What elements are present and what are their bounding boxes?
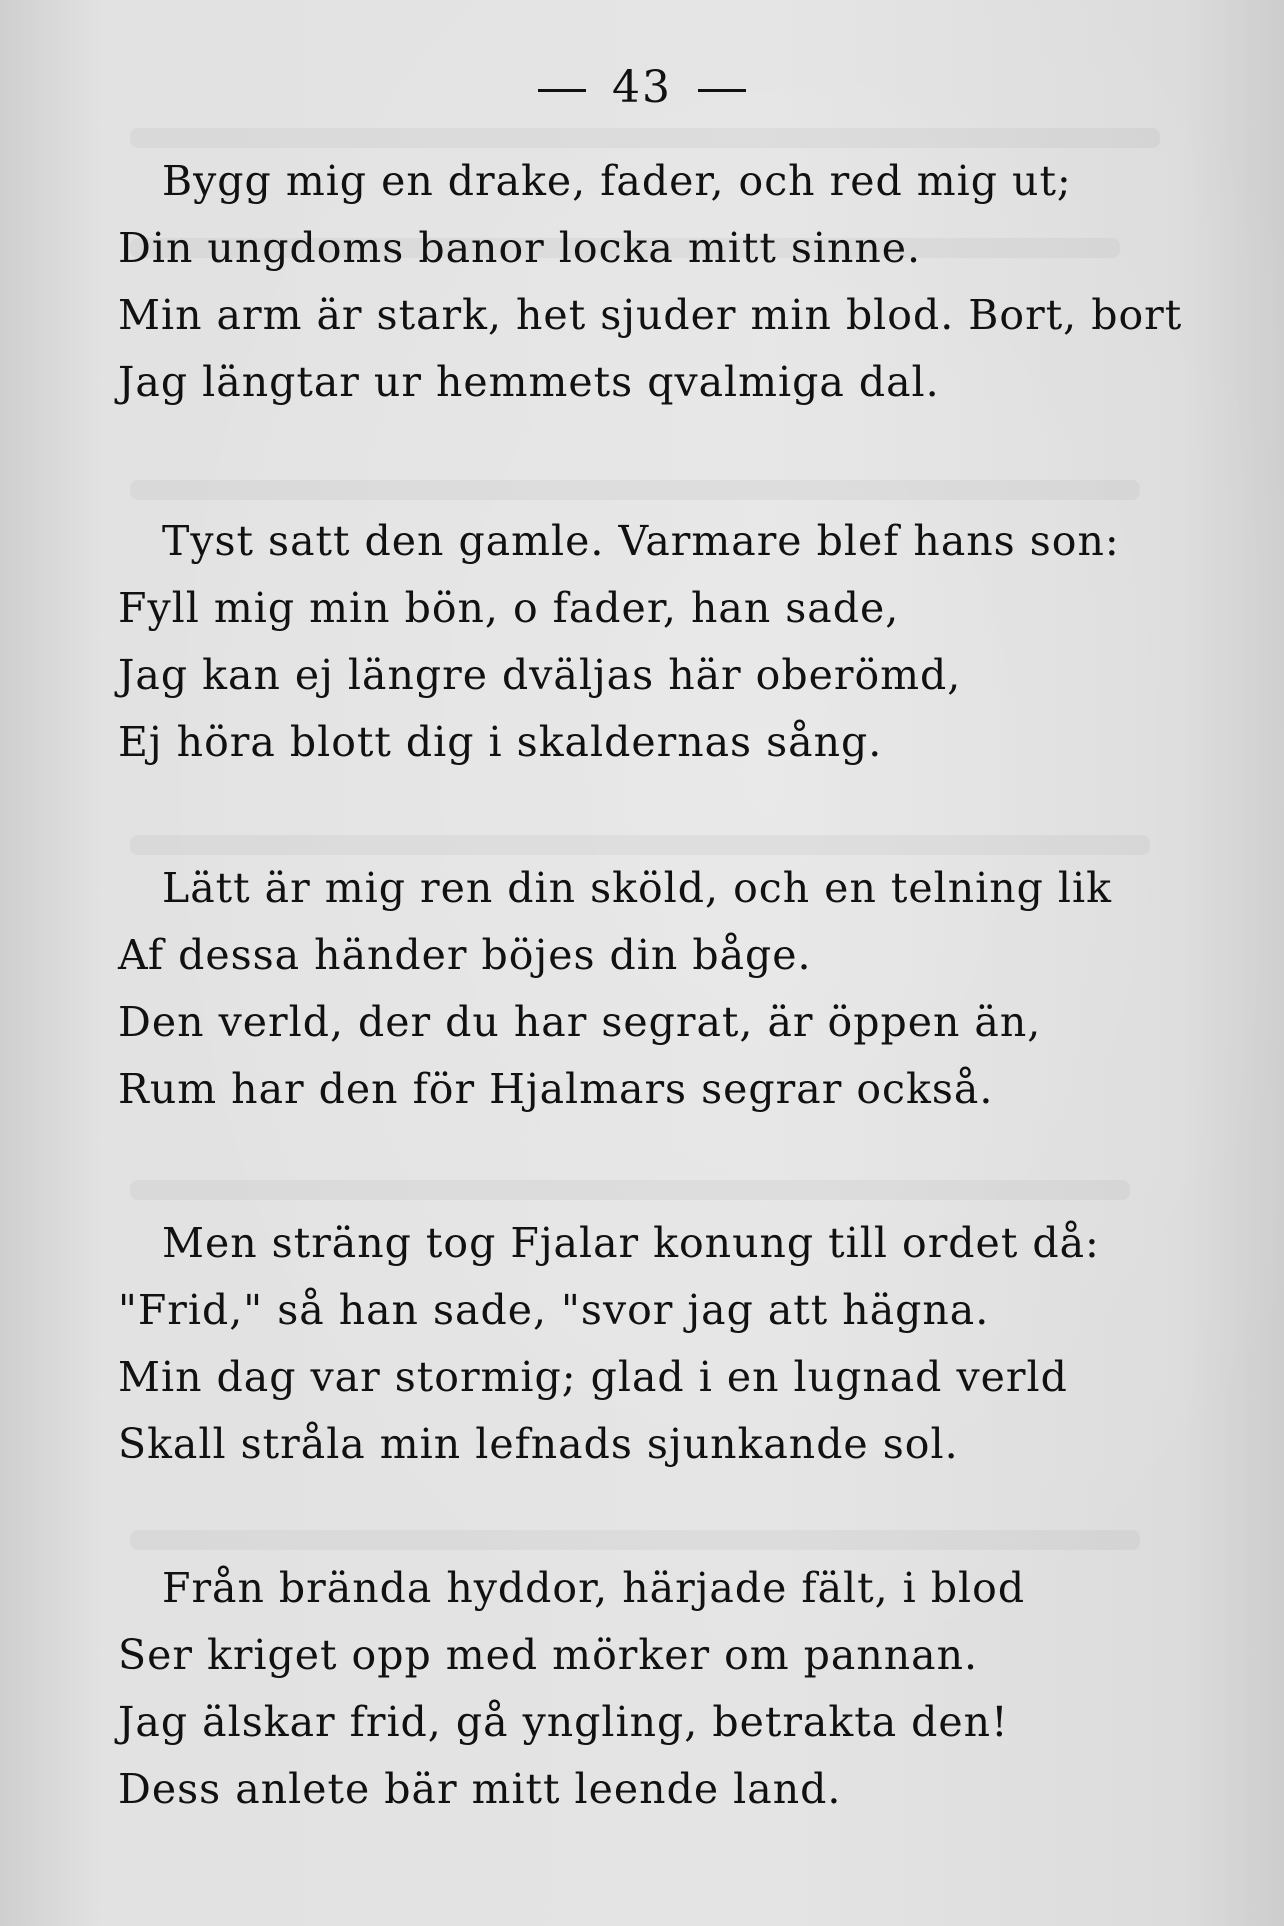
verse-line: Lätt är mig ren din sköld, och en telning lik — [162, 864, 1113, 912]
stanza-4 — [118, 1210, 1198, 1478]
verse-line: Fyll mig min bön, o fader, han sade, — [118, 584, 900, 632]
verse-line: Min dag var stormig; glad i en lugnad verld — [118, 1353, 1068, 1401]
verse-line: Jag älskar frid, gå yngling, betrakta den! — [118, 1698, 1009, 1746]
verse-line: Ser kriget opp med mörker om pannan. — [118, 1631, 979, 1679]
stanza-1 — [118, 148, 1198, 416]
verse-line: Jag längtar ur hemmets qvalmiga dal. — [118, 358, 940, 406]
verse-line: Jag kan ej längre dväljas här oberömd, — [118, 651, 962, 699]
page-number-dash-left — [538, 89, 586, 92]
bleed-through-texture — [130, 1180, 1130, 1200]
bleed-through-texture — [130, 835, 1150, 855]
verse-line: Tyst satt den gamle. Varmare blef hans son: — [162, 517, 1120, 565]
bleed-through-texture — [130, 480, 1140, 500]
verse-line: Ej höra blott dig i skaldernas sång. — [118, 718, 883, 766]
stanza-2 — [118, 508, 1198, 776]
page-number-value: 43 — [612, 62, 672, 113]
stanza-3 — [118, 855, 1198, 1123]
verse-line: Din ungdoms banor locka mitt sinne. — [118, 224, 922, 272]
verse-line: "Frid," så han sade, "svor jag att hägna. — [118, 1286, 990, 1334]
page-number-dash-right — [698, 89, 746, 92]
verse-line: Af dessa händer böjes din båge. — [118, 931, 812, 979]
verse-line: Men sträng tog Fjalar konung till ordet då: — [162, 1219, 1100, 1267]
verse-line: Bygg mig en drake, fader, och red mig ut; — [162, 157, 1072, 205]
bleed-through-texture — [130, 1530, 1140, 1550]
verse-line: Från brända hyddor, härjade fält, i blod — [162, 1564, 1026, 1612]
verse-line: Skall stråla min lefnads sjunkande sol. — [118, 1420, 959, 1468]
verse-line: Rum har den för Hjalmars segrar också. — [118, 1065, 994, 1113]
verse-line: Min arm är stark, het sjuder min blod. Bort, bort — [118, 291, 1183, 339]
verse-line: Den verld, der du har segrat, är öppen än, — [118, 998, 1042, 1046]
bleed-through-texture — [130, 128, 1160, 148]
verse-line: Dess anlete bär mitt leende land. — [118, 1765, 842, 1813]
page-number — [0, 62, 1284, 113]
stanza-5 — [118, 1555, 1198, 1823]
